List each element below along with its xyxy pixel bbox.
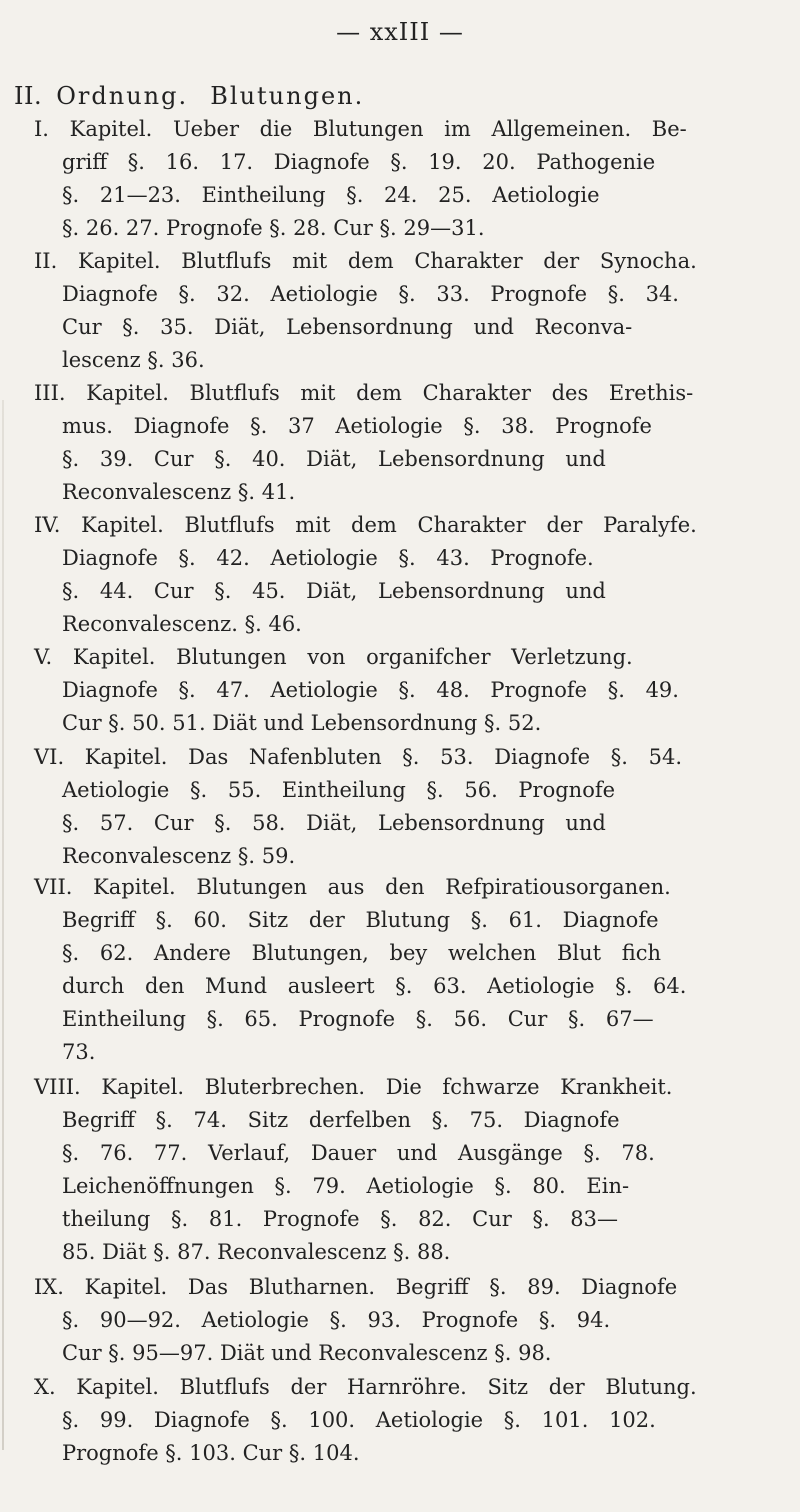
chapter-text-line: Aetiologie §. 55. Eintheilung §. 56. Prognofe <box>62 778 616 802</box>
page-number: — xxIII — <box>336 18 464 46</box>
chapter-text-line: Cur §. 95—97. Diät und Reconvalescenz §. 98. <box>62 1341 552 1365</box>
chapter-heading-line: V. Kapitel. Blutungen von organifcher Verletzung. <box>34 645 633 669</box>
chapter-text-line: §. 62. Andere Blutungen, bey welchen Blut fich <box>62 941 662 965</box>
chapter-heading-line: IV. Kapitel. Blutflufs mit dem Charakter der Paralyfe. <box>34 513 697 537</box>
chapter-text-line: Begriff §. 60. Sitz der Blutung §. 61. Diagnofe <box>62 908 659 932</box>
chapter-text-line: mus. Diagnofe §. 37 Aetiologie §. 38. Prognofe <box>62 414 652 438</box>
chapter-text-line: Leichenöffnungen §. 79. Aetiologie §. 80. Ein- <box>62 1174 630 1198</box>
chapter-text-line: theilung §. 81. Prognofe §. 82. Cur §. 83— <box>62 1207 619 1231</box>
section-subtitle: Blutungen. <box>210 82 365 110</box>
chapter-text-line: 73. <box>62 1040 96 1064</box>
chapter-text-line: §. 90—92. Aetiologie §. 93. Prognofe §. 94. <box>62 1308 611 1332</box>
section-title: Ordnung. <box>56 82 189 110</box>
chapter-text-line: §. 26. 27. Prognofe §. 28. Cur §. 29—31. <box>62 216 485 240</box>
chapter-text-line: Prognofe §. 103. Cur §. 104. <box>62 1441 360 1465</box>
chapter-heading-line: VII. Kapitel. Blutungen aus den Refpiratiousorganen. <box>34 875 671 899</box>
chapter-text-line: griff §. 16. 17. Diagnofe §. 19. 20. Pathogenie <box>62 150 656 174</box>
chapter-text-line: Reconvalescenz. §. 46. <box>62 612 302 636</box>
chapter-text-line: 85. Diät §. 87. Reconvalescenz §. 88. <box>62 1240 451 1264</box>
chapter-text-line: §. 21—23. Eintheilung §. 24. 25. Aetiologie <box>62 183 600 207</box>
chapter-text-line: Diagnofe §. 42. Aetiologie §. 43. Prognofe. <box>62 546 594 570</box>
chapter-text-line: §. 44. Cur §. 45. Diät, Lebensordnung und <box>62 579 606 603</box>
chapter-text-line: §. 39. Cur §. 40. Diät, Lebensordnung und <box>62 447 606 471</box>
page-gutter-shadow <box>2 400 4 1450</box>
chapter-text-line: §. 57. Cur §. 58. Diät, Lebensordnung und <box>62 811 606 835</box>
chapter-text-line: Begriff §. 74. Sitz derfelben §. 75. Diagnofe <box>62 1108 620 1132</box>
chapter-heading-line: IX. Kapitel. Das Blutharnen. Begriff §. 89. Diagnofe <box>34 1275 678 1299</box>
chapter-text-line: Diagnofe §. 32. Aetiologie §. 33. Prognofe §. 34. <box>62 282 679 306</box>
chapter-text-line: lescenz §. 36. <box>62 348 205 372</box>
chapter-text-line: Reconvalescenz §. 41. <box>62 480 296 504</box>
chapter-text-line: Cur §. 35. Diät, Lebensordnung und Reconva- <box>62 315 633 339</box>
section-heading <box>14 82 364 110</box>
chapter-text-line: Eintheilung §. 65. Prognofe §. 56. Cur §. 67— <box>62 1007 654 1031</box>
chapter-heading-line: X. Kapitel. Blutflufs der Harnröhre. Sitz der Blutung. <box>34 1375 697 1399</box>
chapter-heading-line: II. Kapitel. Blutflufs mit dem Charakter der Synocha. <box>34 249 697 273</box>
chapter-text-line: Cur §. 50. 51. Diät und Lebensordnung §. 52. <box>62 711 542 735</box>
section-number: II. <box>14 82 43 110</box>
chapter-heading-line: VI. Kapitel. Das Nafenbluten §. 53. Diagnofe §. 54. <box>34 745 683 769</box>
chapter-text-line: durch den Mund ausleert §. 63. Aetiologie §. 64. <box>62 974 687 998</box>
chapter-heading-line: I. Kapitel. Ueber die Blutungen im Allgemeinen. Be- <box>34 117 687 141</box>
chapter-heading-line: III. Kapitel. Blutflufs mit dem Charakter des Erethis- <box>34 381 694 405</box>
chapter-text-line: Diagnofe §. 47. Aetiologie §. 48. Prognofe §. 49. <box>62 678 679 702</box>
chapter-text-line: §. 99. Diagnofe §. 100. Aetiologie §. 101. 102. <box>62 1408 656 1432</box>
chapter-text-line: §. 76. 77. Verlauf, Dauer und Ausgänge §. 78. <box>62 1141 655 1165</box>
chapter-text-line: Reconvalescenz §. 59. <box>62 844 296 868</box>
chapter-heading-line: VIII. Kapitel. Bluterbrechen. Die fchwarze Krankheit. <box>34 1075 673 1099</box>
